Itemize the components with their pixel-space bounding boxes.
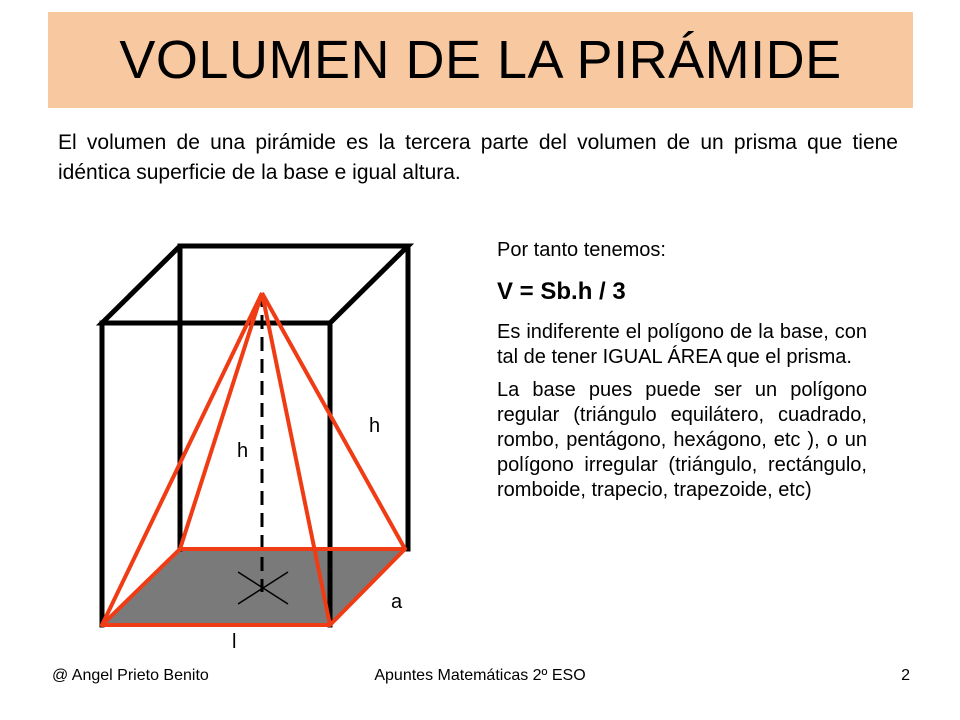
label-h-pyramid: h [237,440,249,462]
explanation-column [497,238,867,511]
lead-text: Por tanto tenemos: [497,239,666,261]
volume-formula: V = Sb.h / 3 [497,278,626,305]
label-l: l [232,631,237,653]
pyramid-edge-2 [180,293,262,549]
pyramid-base-fill [102,549,405,625]
base-types-paragraph: La base pues puede ser un polígono regular (triángulo equilátero, cuadrado, rombo, pentágono, hexágono, etc ), o un polígono irregular (triángulo, rectángulo, romboide, trapecio, trapezoide, etc) [497,379,867,501]
label-h-prism: h [369,415,381,437]
pyramid-edge-3 [262,293,405,549]
label-a: a [391,591,403,613]
base-indifferent-paragraph: Es indiferente el polígono de la base, con tal de tener IGUAL ÁREA que el prisma. [497,321,867,368]
page-title: VOLUMEN DE LA PIRÁMIDE [119,30,842,90]
footer-page-number: 2 [901,667,910,684]
intro-paragraph: El volumen de una pirámide es la tercera parte del volumen de un prisma que tiene idéntica superficie de la base e igual altura. [58,131,898,184]
footer-author: @ Angel Prieto Benito [52,667,209,684]
footer-course: Apuntes Matemáticas 2º ESO [374,667,586,684]
